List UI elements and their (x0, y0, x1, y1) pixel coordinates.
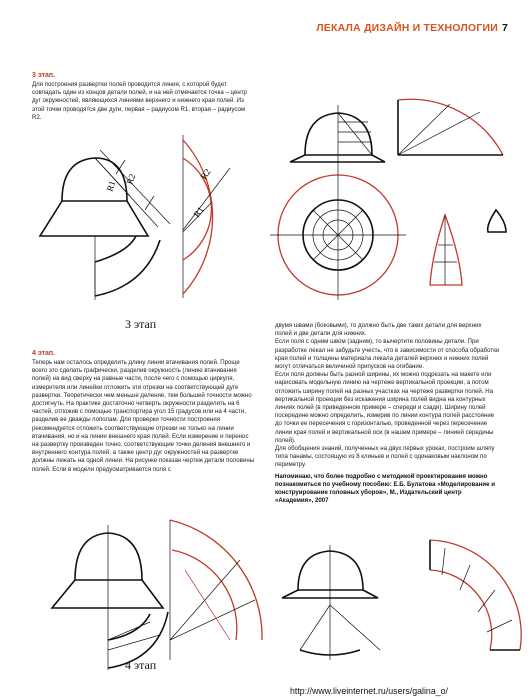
page-number: 7 (501, 22, 508, 34)
right-paragraph-4: Для обобщения знаний, полученных на двух первых уроках, построим шляпу типа панамы, состоящую из 8 клиньев и полей с одинаковым наклоном по периметру. (275, 445, 495, 469)
stage4-hat-brim (52, 580, 163, 608)
reference-note: Напоминаю, что более подробно с методикой проектирования можно познакомиться по учебному пособию: Е.Б. Булатова «Моделирование и конструирование головных уборов», М., Издательский центр «Академия», 2007 (275, 472, 495, 505)
arc-label-r1: R1 (191, 204, 206, 220)
stage4-caption: 4 этап (125, 658, 157, 672)
right-paragraph-2: Если поля с одним швом (задним), то вычертите половины детали. При разработке лекал не забудьте учесть, что в зависимости от способа обработки края полей и толщины материала лекала деталей верхних и нижних полей могут отличаться величиной припусков на огибание. (275, 338, 500, 371)
stage4-paragraph: Теперь нам осталось определить длину линии втачивания полей. Проще всего это сделать графически, разделив окружность (линию втачивания полей) на вид сверху на равные части, после чего с помощью циркуля, измерителя или линейки отложить эти отрезки на соответствующей дуге развертки. Теоретически чем меньше деление, тем большей точности можно достигнуть. На практике достаточно четверть окружности разделить на 6 частей, отложив с помощью транспортира угол 15 градусов или на 4 части, разделив ее дважды пополам. Для проверки точности построения рекомендуется отложить соответствующие отрезки не только на линии втачивания, но и на линии внешнего края полей. Если измерение и перенос на развертку произведен точно, соответствующие точки деления внешнего и внутреннего контура полей, а также центр дуг окружностей на развертке должны лежать на одной линии. На рисунке показан чертеж детали половины полей. Если в модели предусматривается поля с (32, 359, 255, 473)
stage4-hat-crown (75, 533, 142, 580)
stage4-right-hat-crown (298, 551, 363, 590)
stage4-inner-arc (108, 614, 150, 640)
stage4-brim-division (460, 565, 470, 590)
stage4-division (108, 622, 150, 640)
source-url[interactable]: http://www.liveinternet.ru/users/galina_o/ (290, 686, 448, 696)
label-r2: R2 (124, 172, 138, 186)
stage4-brim-inner-arc (430, 570, 492, 650)
stage4-ray (170, 560, 240, 640)
right-paragraph-3: Если поля должны быть разной ширины, их можно подрезать на макете или нарисовать модельную линию на чертеже вертикальной проекции, а потом отложить ширину полей на разных участках на чертеже развертки полей. На вертикальной проекции без искажения ширина полей видна на контурных линиях полей (в приведенном примере – спереди и сзади). Ширину полей посередине можно определить, измерив по линии контура полей расстояние до точки ее пересечения с горизонталью, проведенной через пересечение линии края полей и вертикальной оси (в нашем примере – линией середины полей). (275, 371, 495, 444)
stage4-brim-division (442, 548, 445, 575)
header-title: ЛЕКАЛА ДИЗАЙН И ТЕХНОЛОГИИ (316, 22, 498, 34)
stage4-brim-outer-arc (430, 540, 521, 650)
arc-label-r2: R2 (198, 166, 213, 182)
stage4-division (108, 635, 160, 650)
stage4-right-ray (330, 605, 380, 650)
stage4-ray (170, 600, 255, 640)
stage3-paragraph: Для построения развертки полей проводится линия, с которой будет совпадать один из концов детали полей, и на ней отмечается точка – центр дуг окружностей, являющихся линиями верхнего и нижнего края полей. Из этой точки проводятся две дуги, первая – радиусом R1, вторая – радиусом R2. (32, 81, 247, 121)
label-r1: R1 (104, 179, 118, 193)
stage4-title: 4 этап. (32, 350, 56, 357)
right-paragraph-1: двумя швами (боковыми), то должно быть две таких детали для верхних полей и две детали для нижних. (275, 322, 482, 338)
stage4-red-outer-arc (170, 520, 262, 640)
stage3-caption: 3 этап (125, 317, 157, 331)
stage4-right-ray (300, 605, 330, 650)
stage3-title: 3 этап. (32, 72, 56, 79)
